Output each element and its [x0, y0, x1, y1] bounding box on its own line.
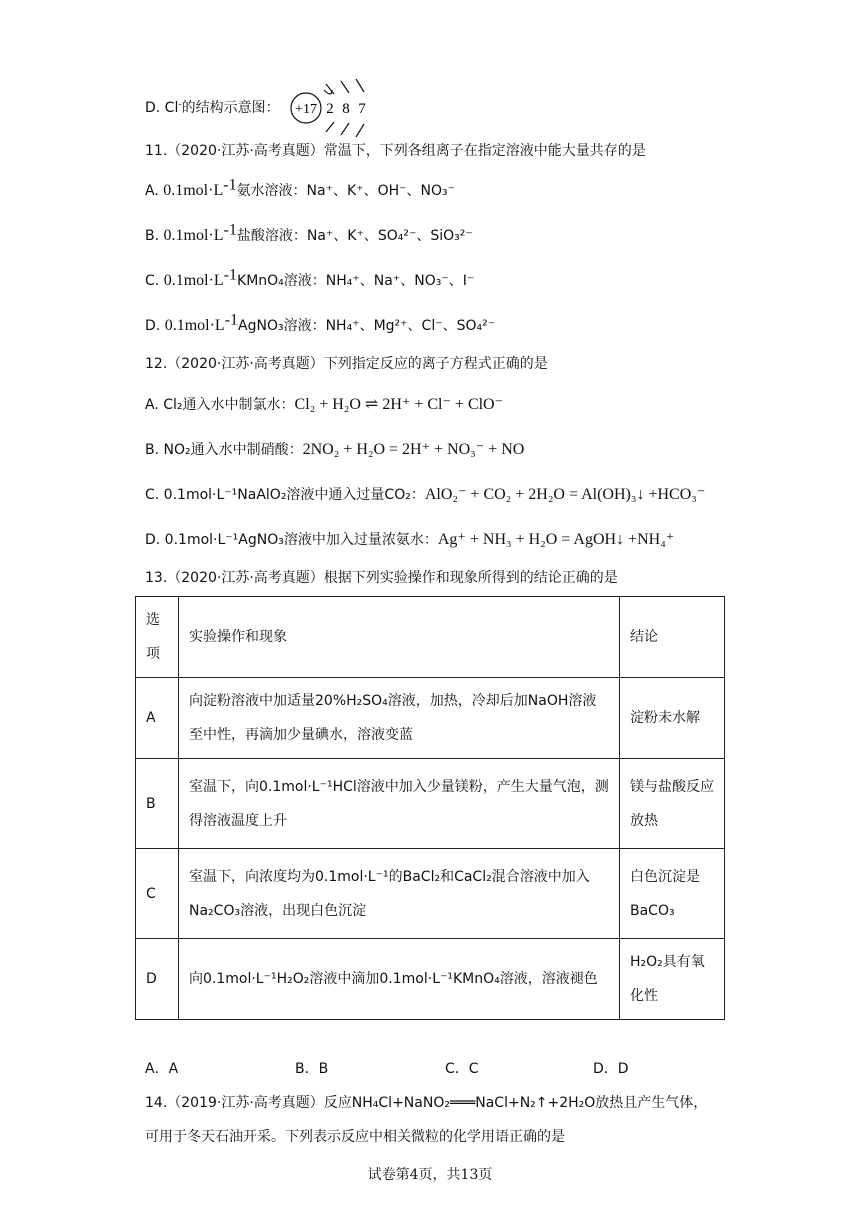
- q11-stem: 11.（2020·江苏·高考真题）常温下，下列各组离子在指定溶液中能大量共存的是: [145, 143, 646, 159]
- q11-option-c: C. $0.1mol\cdot L^{-1}KMnO_4$溶液：NH₄⁺、Na⁺、NO₃⁻、I⁻: [145, 266, 475, 289]
- q11-option-b: B. $0.1mol\cdot L^{-1}$盐酸溶液：Na⁺、K⁺、SO₄²⁻、SiO₃²⁻: [145, 221, 473, 244]
- header-option: 选项: [136, 597, 179, 678]
- atom-structure-diagram: [288, 88, 378, 128]
- q13-table: [135, 596, 725, 1020]
- choice-d[interactable]: D．D: [593, 1061, 629, 1077]
- q12-option-b: B. NO₂通入水中制硝酸：2NO₂ + H₂O = 2H⁺ + NO₃⁻ + NO: [145, 441, 525, 458]
- choice-b[interactable]: B．B: [295, 1061, 329, 1077]
- q12-option-d: D. 0.1mol·L⁻¹AgNO₃溶液中加入过量浓氨水：Ag⁺ + NH₃ + H₂O = AgOH↓ +NH₄⁺: [145, 531, 675, 548]
- page-footer: 试卷第4页，共13页: [367, 1167, 493, 1183]
- table-row: C 室温下，向浓度均为0.1mol·L⁻¹的BaCl₂和CaCl₂混合溶液中加入Na₂CO₃溶液，出现白色沉淀 白色沉淀是BaCO₃: [136, 849, 725, 939]
- header-operation: 实验操作和现象: [179, 597, 620, 678]
- q14-line2: 可用于冬天石油开采。下列表示反应中相关微粒的化学用语正确的是: [145, 1129, 565, 1145]
- q11-option-a: A. $0.1mol\cdot L^{-1}$氨水溶液：Na⁺、K⁺、OH⁻、NO₃⁻: [145, 176, 456, 199]
- q10-option-d: [145, 88, 378, 128]
- q11-option-d: D. $0.1mol\cdot L^{-1}AgNO_3$溶液：NH₄⁺、Mg²⁺、Cl⁻、SO₄²⁻: [145, 311, 496, 334]
- choice-c[interactable]: C．C: [445, 1061, 479, 1077]
- q14-line1: 14.（2019·江苏·高考真题）反应NH₄Cl+NaNO₂═══NaCl+N₂↑+2H₂O放热且产生气体，: [145, 1095, 708, 1111]
- choice-a[interactable]: A．A: [145, 1061, 179, 1077]
- header-conclusion: 结论: [620, 597, 725, 678]
- shell-1: 2: [326, 101, 334, 117]
- shell-2: 8: [342, 101, 350, 117]
- q10-d-sup: -: [178, 99, 182, 110]
- shell-3: 7: [358, 101, 366, 117]
- q12-option-c: C. 0.1mol·L⁻¹NaAlO₂溶液中通入过量CO₂：AlO₂⁻ + CO₂ + 2H₂O = Al(OH)₃↓ +HCO₃⁻: [145, 486, 706, 503]
- nucleus-label: +17: [295, 102, 318, 117]
- table-row: D 向0.1mol·L⁻¹H₂O₂溶液中滴加0.1mol·L⁻¹KMnO₄溶液，溶液褪色 H₂O₂具有氧化性: [136, 939, 725, 1020]
- table-row: A 向淀粉溶液中加适量20%H₂SO₄溶液，加热，冷却后加NaOH溶液至中性，再滴加少量碘水，溶液变蓝 淀粉未水解: [136, 678, 725, 759]
- q10-d-text: 的结构示意图：: [181, 100, 280, 116]
- table-header-row: [136, 597, 725, 678]
- q12-option-a: A. Cl₂通入水中制氯水：Cl₂ + H₂O ⇌ 2H⁺ + Cl⁻ + ClO⁻: [145, 396, 504, 413]
- q10-d-label: D. Cl: [145, 100, 179, 116]
- q12-stem: 12.（2020·江苏·高考真题）下列指定反应的离子方程式正确的是: [145, 356, 548, 372]
- table-row: B 室温下，向0.1mol·L⁻¹HCl溶液中加入少量镁粉，产生大量气泡，测得溶液温度上升 镁与盐酸反应放热: [136, 759, 725, 849]
- q13-stem: 13.（2020·江苏·高考真题）根据下列实验操作和现象所得到的结论正确的是: [145, 570, 618, 586]
